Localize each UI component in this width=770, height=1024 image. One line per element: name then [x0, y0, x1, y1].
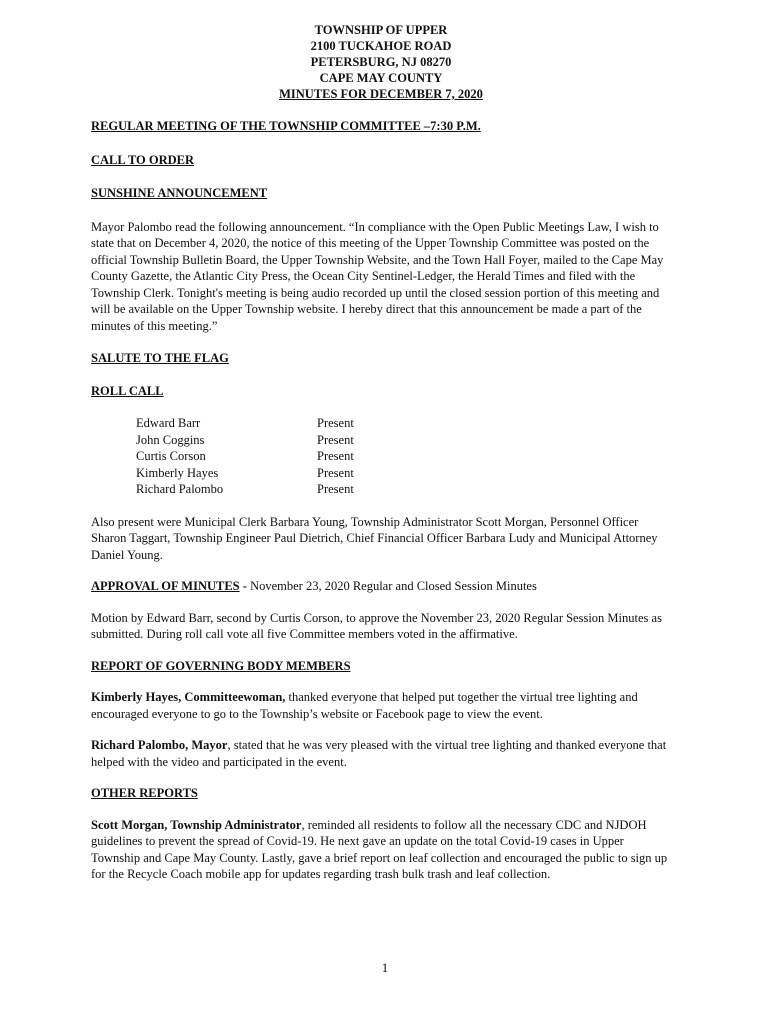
palombo-text: , stated that he was very pleased with the virtual tree lighting and thanked everyone that helped with the video and participated in the event. [91, 738, 667, 769]
roll-call-row [136, 432, 671, 449]
roll-call-row [136, 481, 671, 498]
approval-line [91, 578, 671, 595]
call-to-order-heading: CALL TO ORDER [91, 152, 195, 167]
member-status: Present [317, 449, 354, 463]
member-status: Present [317, 465, 354, 480]
other-reports-heading: OTHER REPORTS [91, 786, 198, 800]
page-number: 1 [381, 960, 389, 975]
member-name: John Coggins [136, 432, 205, 447]
approval-subject: November 23, 2020 Regular and Closed Session Minutes [250, 579, 537, 593]
roll-call-row [136, 415, 671, 432]
member-name: Richard Palombo [136, 482, 224, 496]
sunshine-heading: SUNSHINE ANNOUNCEMENT [91, 186, 268, 200]
member-status: Present [317, 432, 354, 447]
header-address: 2100 TUCKAHOE ROAD [310, 39, 452, 53]
member-name: Kimberly Hayes [136, 465, 219, 480]
roll-call-row [136, 465, 671, 482]
member-name: Edward Barr [136, 416, 201, 430]
governing-body-heading: REPORT OF GOVERNING BODY MEMBERS [91, 658, 351, 673]
header-county: CAPE MAY COUNTY [319, 71, 443, 85]
sunshine-text: Mayor Palombo read the following announcement. “In compliance with the Open Public Meetings Law, I wish to state that on December 4, 2020, the notice of this meeting of the Upper Township Committee was posted on the official Township Bulletin Board, the Upper Township Website, and the Town Hall Foyer, mailed to the Cape May County Gazette, the Atlantic City Press, the Ocean City Sentinel-Ledger, the Herald Times and filed with the Township Clerk. Tonight's meeting is being audio recorded up until the closed session portion of this meeting and will be available on the Upper Township website. I hereby direct that this announcement be made a part of the minutes of this meeting.” [91, 219, 664, 333]
approval-heading: APPROVAL OF MINUTES [91, 579, 240, 593]
approval-motion: Motion by Edward Barr, second by Curtis Corson, to approve the November 23, 2020 Regular Session Minutes as submitted. During roll call vote all five Committee members voted in the affirmative. [91, 610, 662, 641]
also-present-text: Also present were Municipal Clerk Barbara Young, Township Administrator Scott Morgan, Personnel Officer Sharon Taggart, Township Engineer Paul Dietrich, Chief Financial Officer Barbara Ludy and Municipal Attorney Daniel Young. [91, 514, 658, 562]
hayes-report [91, 689, 671, 722]
header-township: TOWNSHIP OF UPPER [314, 23, 448, 37]
header-minutes-date: MINUTES FOR DECEMBER 7, 2020 [279, 87, 483, 101]
morgan-report [91, 817, 671, 883]
document-page [91, 22, 671, 883]
hayes-name: Kimberly Hayes, Committeewoman, [91, 690, 286, 704]
member-status: Present [317, 482, 354, 496]
palombo-report [91, 737, 671, 770]
header-city: PETERSBURG, NJ 08270 [310, 55, 452, 69]
document-header [91, 22, 671, 102]
member-status: Present [317, 416, 354, 430]
member-name: Curtis Corson [136, 449, 206, 463]
roll-call-list [136, 415, 671, 498]
approval-dash: - [239, 579, 251, 593]
salute-heading: SALUTE TO THE FLAG [91, 351, 229, 365]
hayes-text: thanked everyone that helped put together the virtual tree lighting and encouraged everyone to go to the Township’s website or Facebook page to view the event. [91, 690, 638, 721]
regular-meeting-heading: REGULAR MEETING OF THE TOWNSHIP COMMITTEE –7:30 P.M. [91, 119, 481, 133]
roll-call-row [136, 448, 671, 465]
morgan-name: Scott Morgan, Township Administrator [91, 817, 302, 832]
palombo-name: Richard Palombo, Mayor [91, 738, 228, 752]
roll-call-heading: ROLL CALL [91, 383, 164, 398]
morgan-text: , reminded all residents to follow all the necessary CDC and NJDOH guidelines to prevent the spread of Covid-19. He next gave an update on the total Covid-19 cases in Upper Township and Cape May County. Lastly, gave a brief report on leaf collection and encouraged the public to sign up for the Recycle Coach mobile app for updates regarding trash bulk trash and leaf collection. [91, 817, 668, 881]
